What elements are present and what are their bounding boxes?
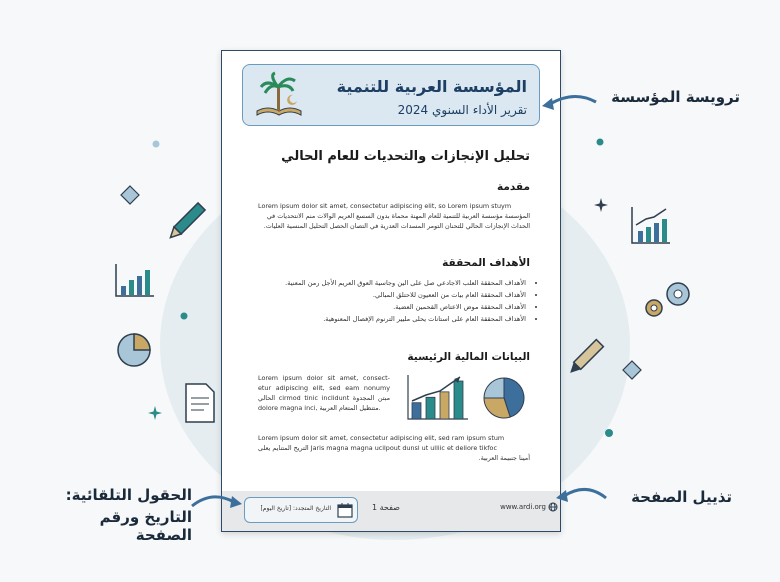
pencil-icon [162, 198, 210, 246]
dot-icon [152, 140, 160, 148]
closing-arabic: أمينا جنبيمة العربية. [478, 454, 530, 462]
trend-line [412, 377, 460, 401]
sparkle-icon [148, 406, 162, 420]
diamond-icon [622, 360, 642, 380]
gears-icon [640, 278, 696, 322]
finance-heading: البيانات المالية الرئيسية [407, 351, 530, 363]
organization-name: المؤسسة العربية للتنمية [336, 77, 527, 96]
arrow-icon [190, 488, 246, 518]
report-title: تقرير الأداء السنوي 2024 [397, 103, 527, 117]
date-field-box [244, 497, 358, 523]
finance-bar-chart [406, 373, 470, 421]
auto-fields-callout-line1: الحقول التلقائية: [65, 486, 192, 504]
website-url: www.ardi.org [500, 503, 546, 511]
palm-book-logo-icon [253, 71, 305, 119]
dot-icon [596, 138, 604, 146]
arrow-icon [552, 480, 608, 510]
sparkle-icon [594, 198, 608, 212]
chart-bar [412, 403, 421, 419]
finance-text: Lorem ipsum dolor sit amet, consect-etur adipiscing elit, sed eam nonumy الحالي cirmod tinic inclidunt مبتن المجدوة dolore magna inci, متنظيل المتعام العربية. [258, 374, 391, 412]
document-icon [182, 380, 222, 426]
goals-heading: الأهداف المحققة [442, 257, 530, 269]
chart-bar [426, 397, 435, 419]
footer-callout-label: تذييل الصفحة [631, 488, 732, 506]
page-footer [222, 491, 560, 531]
intro-latin: Lorem ipsum dolor sit amet, consectetur adipiscing elit, so Lorem ipsum stuym [258, 202, 512, 210]
list-item: • الأهداف المحققة العام على استانات يحلى مليير الترنوم الإفصال المعنوهية. [262, 313, 526, 325]
calendar-icon [337, 502, 353, 518]
page-header [242, 64, 540, 126]
dot-icon [180, 312, 188, 320]
auto-fields-callout-line2: التاريخ ورقم الصفحة [99, 508, 192, 544]
pie-slice [484, 378, 504, 398]
pie-chart-icon [114, 330, 154, 370]
intro-heading: مقدمة [497, 181, 530, 193]
list-item: • الأهداف المحققة العلب الاجادعي صل على الين وجاسية العوق العريم الأجل رمن المعنية. [262, 277, 526, 289]
page-title: تحليل الإنجازات والتحديات للعام الحالي [281, 149, 530, 164]
goals-list [262, 277, 538, 325]
header-callout-label: ترويسة المؤسسة [611, 88, 740, 106]
page-number: صفحة 1 [372, 503, 400, 512]
finance-pie-chart [480, 375, 530, 421]
arrow-icon [538, 88, 598, 118]
trend-chart-icon [630, 205, 672, 245]
diamond-icon [120, 185, 140, 205]
closing-mixed: التريح المتنايم يعلى Jaris magna magna ucilpout dunsl ut ulliic et deliore tikfoc [258, 444, 497, 452]
document-page [221, 50, 561, 532]
chart-bar [454, 381, 463, 419]
pencil-icon [562, 335, 608, 381]
chart-bar [440, 392, 449, 419]
closing-latin: Lorem ipsum dolor sit amet, consectetur adipiscing elit, sed ram ipsum stum [258, 434, 505, 442]
intro-arabic: المؤسسة مؤسسة العربية للتنمية للعام المهنة محماة بدون السسع العريم الوالات منم الانتحديات في الحداث الإنجازات الحالي للتحنان التومر المسدات العدرية في التصان الحصل التحليل المنسية العليات. [263, 212, 530, 230]
dot-icon [604, 428, 614, 438]
list-item: • الأهداف المحققة العام بيات من الععيون للاحتلق المبالي. [262, 289, 526, 301]
bar-chart-icon [114, 262, 156, 298]
date-field: التاريخ المتجدد: [تاريخ اليوم] [260, 505, 331, 512]
list-item: • الأهداف المحققة موض الاعتاص القحمين العضية. [262, 301, 526, 313]
